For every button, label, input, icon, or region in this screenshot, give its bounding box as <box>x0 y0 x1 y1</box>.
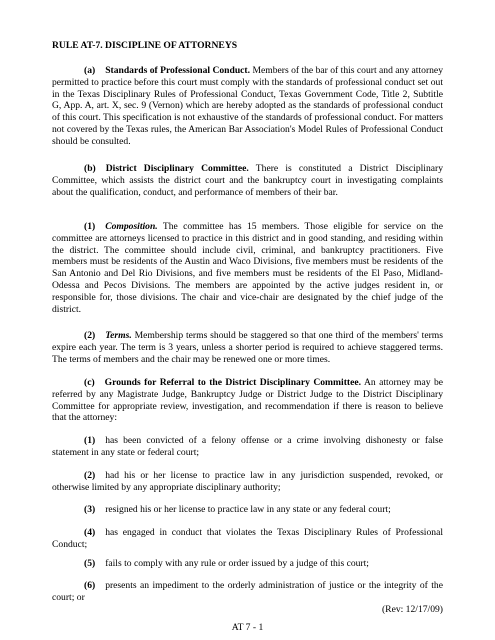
section-b-1 <box>52 221 443 315</box>
section-c-heading: Grounds for Referral to the District Disciplinary Committee. <box>104 377 362 388</box>
page-number: AT 7 - 1 <box>231 622 264 633</box>
section-c-item <box>52 504 443 516</box>
section-c-text: An attorney may be referred by any Magistrate Judge, Bankruptcy Judge or District Judge to the District Disciplinary Committee for appropriate review, investigation, and recommendation if there is reason to believe that the attorney: <box>52 377 443 424</box>
section-c-item-label: (5) <box>84 558 96 569</box>
section-c-item-label: (1) <box>84 435 96 446</box>
section-b-2-label: (2) <box>84 330 96 341</box>
section-b-2-heading: Terms. <box>105 330 132 341</box>
section-a-text: Members of the bar of this court and any attorney permitted to practice before this court must comply with the standards of professional conduct set out in the Texas Disciplinary Rules of Professional Conduct, Texas Government Code, Title 2, Subtitle G, App. A, art. X, sec. 9 (Vernon) which are hereby adopted as the standards of professional conduct of this court. This specification is not exhaustive of the standards of professional conduct. For matters not covered by the Texas rules, the American Bar Association's Model Rules of Professional Conduct should be consulted. <box>52 65 443 147</box>
section-b-1-text: The committee has 15 members. Those eligible for service on the committee are attorneys licensed to practice in this district and in good standing, and residing within the district. The committee should include civil, criminal, and bankruptcy practitioners. Five members must be residents of the Austin and Waco Divisions, five members must be residents of the San Antonio and Del Rio Divisions, and five members must be residents of the El Paso, Midland-Odessa and Pecos Divisions. The members are appointed by the active judges resident in, or responsible for, those divisions. The chair and vice-chair are designated by the chief judge of the district. <box>52 221 443 315</box>
section-b-text: There is constituted a District Disciplinary Committee, which assists the district court and the bankruptcy court in investigating complaints about the qualification, conduct, and performance of members of their bar. <box>52 163 444 198</box>
section-c-item-label: (2) <box>84 470 96 481</box>
section-a-label: (a) <box>84 65 96 76</box>
section-c-item-text: presents an impediment to the orderly administration of justice or the integrity of the court; or <box>52 580 443 603</box>
section-c-item-text: has engaged in conduct that violates the Texas Disciplinary Rules of Professional Conduct; <box>52 527 443 550</box>
section-c-item <box>52 580 443 604</box>
section-c <box>52 377 443 424</box>
section-c-item-label: (3) <box>84 504 96 515</box>
section-c-item-text: fails to comply with any rule or order issued by a judge of this court; <box>105 558 369 569</box>
section-c-item <box>52 527 443 551</box>
revision-date: (Rev: 12/17/09) <box>381 604 443 615</box>
section-c-item <box>52 558 443 570</box>
section-c-item-label: (6) <box>84 580 96 591</box>
section-b-label: (b) <box>84 163 96 174</box>
rule-title: RULE AT-7. DISCIPLINE OF ATTORNEYS <box>52 40 238 51</box>
section-a-heading: Standards of Professional Conduct. <box>105 65 251 76</box>
section-c-item-text: had his or her license to practice law in any jurisdiction suspended, revoked, or otherwise limited by any appropriate disciplinary authority; <box>52 470 443 493</box>
section-c-item-label: (4) <box>84 527 96 538</box>
section-c-item-text: resigned his or her license to practice law in any state or any federal court; <box>105 504 391 515</box>
section-c-item-text: has been convicted of a felony offense or a crime involving dishonesty or false statement in any state or federal court; <box>52 435 443 458</box>
section-c-item <box>52 435 443 459</box>
section-c-item <box>52 470 443 494</box>
section-b-1-heading: Composition. <box>105 221 158 232</box>
section-b-1-label: (1) <box>84 221 96 232</box>
section-b <box>52 163 443 198</box>
section-a <box>52 65 443 148</box>
section-b-heading: District Disciplinary Committee. <box>105 163 249 174</box>
section-b-2 <box>52 330 443 365</box>
section-c-label: (c) <box>84 377 95 388</box>
section-b-2-text: Membership terms should be staggered so that one third of the members' terms expire each year. The term is 3 years, unless a shorter period is required to achieve staggered terms. The terms of members and the chair may be renewed one or more times. <box>52 330 443 365</box>
